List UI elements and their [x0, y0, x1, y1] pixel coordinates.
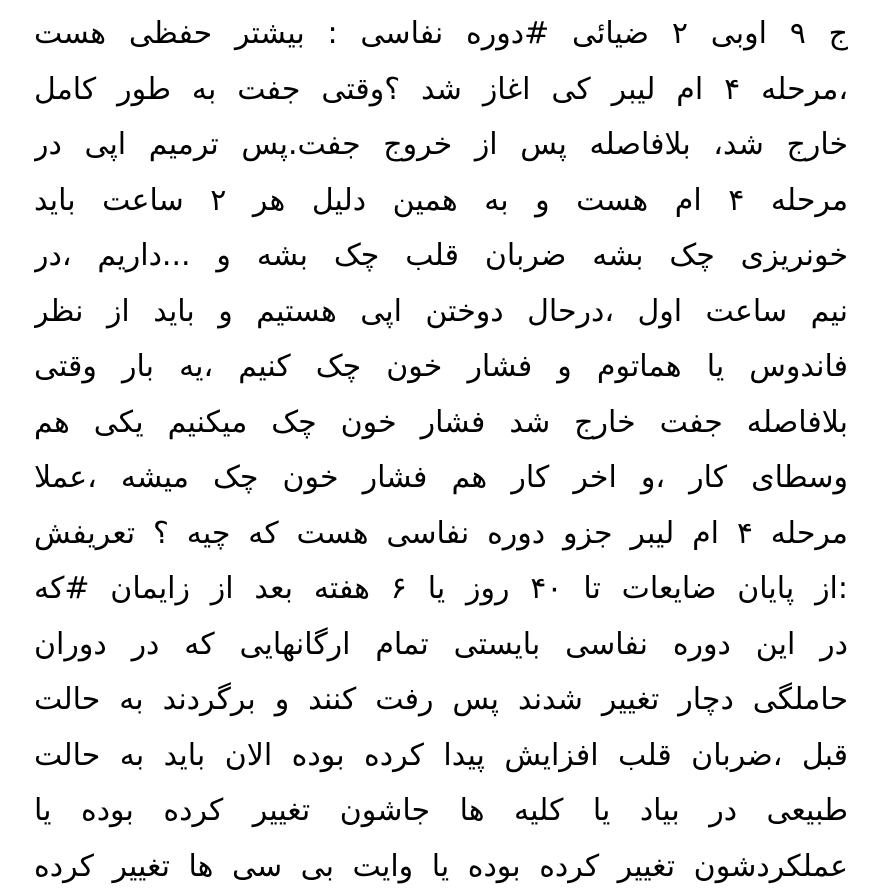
text-line-5: خونریزی چک بشه ضربان قلب چک بشه و ...داریم ،در	[34, 228, 848, 284]
text-line-12: در این دوره نفاسی بایستی تمام ارگانهایی که در دوران	[34, 617, 848, 673]
text-line-8: بلافاصله جفت خارج شد فشار خون چک میکنیم یکی هم	[34, 395, 848, 451]
text-line-1: ج ۹ اوبی ۲ ضیائی #دوره نفاسی : بیشتر حفظی هست	[34, 6, 848, 62]
text-line-11: :از پایان ضایعات تا ۴۰ روز یا ۶ هفته بعد از زایمان #که	[34, 561, 848, 617]
text-line-16: عملکردشون تغییر کرده بوده یا وایت بی سی ها تغییر کرده	[34, 839, 848, 894]
text-line-4: مرحله ۴ ام هست و به همین دلیل هر ۲ ساعت باید	[34, 173, 848, 229]
text-line-2: ،مرحله ۴ ام لیبر کی اغاز شد ؟وقتی جفت به طور کامل	[34, 62, 848, 118]
text-line-13: حاملگی دچار تغییر شدند پس رفت کنند و برگردند به حالت	[34, 672, 848, 728]
text-body	[34, 6, 848, 894]
text-line-14: قبل ،ضربان قلب افزایش پیدا کرده بوده الان باید به حالت	[34, 728, 848, 784]
text-line-10: مرحله ۴ ام لیبر جزو دوره نفاسی هست که چیه ؟ تعریفش	[34, 506, 848, 562]
text-line-6: نیم ساعت اول ،درحال دوختن اپی هستیم و باید از نظر	[34, 284, 848, 340]
text-line-9: وسطای کار ،و اخر کار هم فشار خون چک میشه ،عملا	[34, 450, 848, 506]
text-line-7: فاندوس یا هماتوم و فشار خون چک کنیم ،یه بار وقتی	[34, 339, 848, 395]
text-line-3: خارج شد، بلافاصله پس از خروج جفت.پس ترمیم اپی در	[34, 117, 848, 173]
text-line-15: طبیعی در بیاد یا کلیه ها جاشون تغییر کرده بوده یا	[34, 783, 848, 839]
